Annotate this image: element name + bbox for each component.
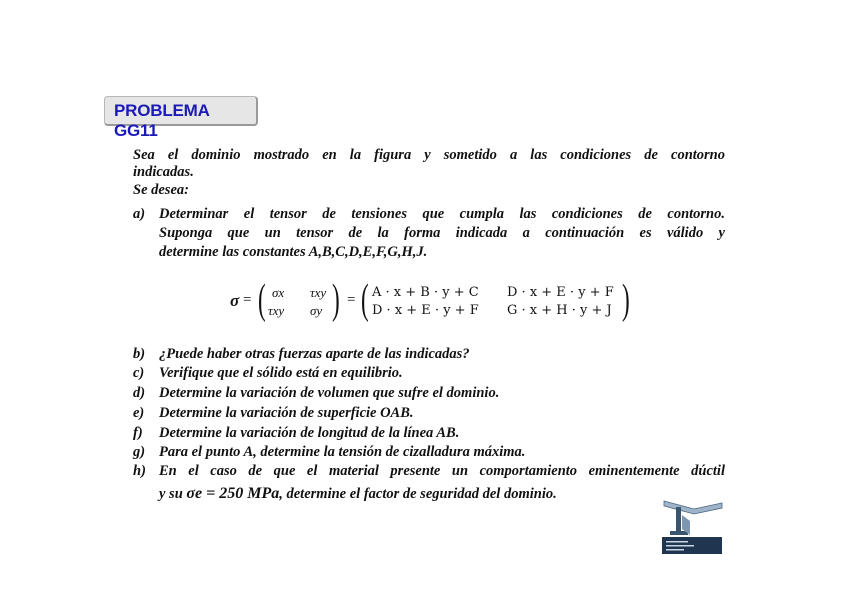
item-text: Verifique que el sólido está en equilibrio. [159,365,403,381]
item-text: Para el punto A, determine la tensión de cizalladura máxima. [159,444,526,460]
item-h-label: h) [133,463,146,479]
matrix-tau-xy-bottom: τxy [268,303,285,318]
item-text: ¿Puede haber otras fuerzas aparte de las indicadas? [159,346,470,362]
item-label: e) [133,405,145,421]
item-a-line-3: determine las constantes A,B,C,D,E,F,G,H,J. [159,244,428,260]
item-h-post: , determine el factor de seguridad del dominio. [279,486,557,502]
list-item [133,385,499,402]
item-label: g) [133,444,146,460]
item-label: b) [133,346,146,362]
intro-line-2: indicadas. [133,164,194,180]
list-item [133,444,525,461]
left-paren-1: ( [258,277,266,323]
item-label: f) [133,425,143,441]
problem-title-box [104,96,258,140]
problem-title: PROBLEMA GG11 [114,101,210,140]
list-item [133,425,459,442]
list-item [133,365,403,382]
item-text: Determine la variación de volumen que sufre el dominio. [159,385,500,401]
item-h-line-2 [159,485,725,503]
list-item [133,405,414,422]
item-text: Determine la variación de longitud de la línea AB. [159,425,460,441]
intro-line-3: Se desea: [133,182,189,198]
intro-line-1: Sea el dominio mostrado en la figura y sometido a las condiciones de contorno [133,147,725,163]
equation-equals-2: = [347,292,356,308]
matrix-tau-xy-top: τxy [310,285,327,300]
equation-equals-1: = [243,292,252,308]
institution-logo [660,495,724,555]
matrix-r12: D · x + E · y + F [507,285,614,300]
item-h-line-1: En el caso de que el material presente un comportamiento eminentemente dúctil [159,463,725,479]
item-a-label: a) [133,206,146,222]
matrix-sigma-x: σx [272,285,285,300]
list-item [133,346,470,363]
item-h-pre: y su [159,486,187,502]
left-paren-2: ( [361,277,369,323]
matrix-r21: D · x + E · y + F [372,303,479,318]
matrix-r22: G · x + H · y + J [507,303,612,318]
right-paren-1: ) [332,277,340,323]
item-label: d) [133,385,146,401]
equation-sigma: σ [230,291,240,310]
matrix-sigma-y: σy [310,303,323,318]
right-paren-2: ) [622,277,630,323]
item-a-line-2: Suponga que un tensor de la forma indicada a continuación es válido y [159,225,725,241]
item-label: c) [133,365,145,381]
item-h-formula: σe = 250 MPa [186,485,280,502]
item-text: Determine la variación de superficie OAB. [159,405,414,421]
item-a-line-1: Determinar el tensor de tensiones que cumpla las condiciones de contorno. [159,206,725,222]
matrix-r11: A · x + B · y + C [372,285,479,300]
